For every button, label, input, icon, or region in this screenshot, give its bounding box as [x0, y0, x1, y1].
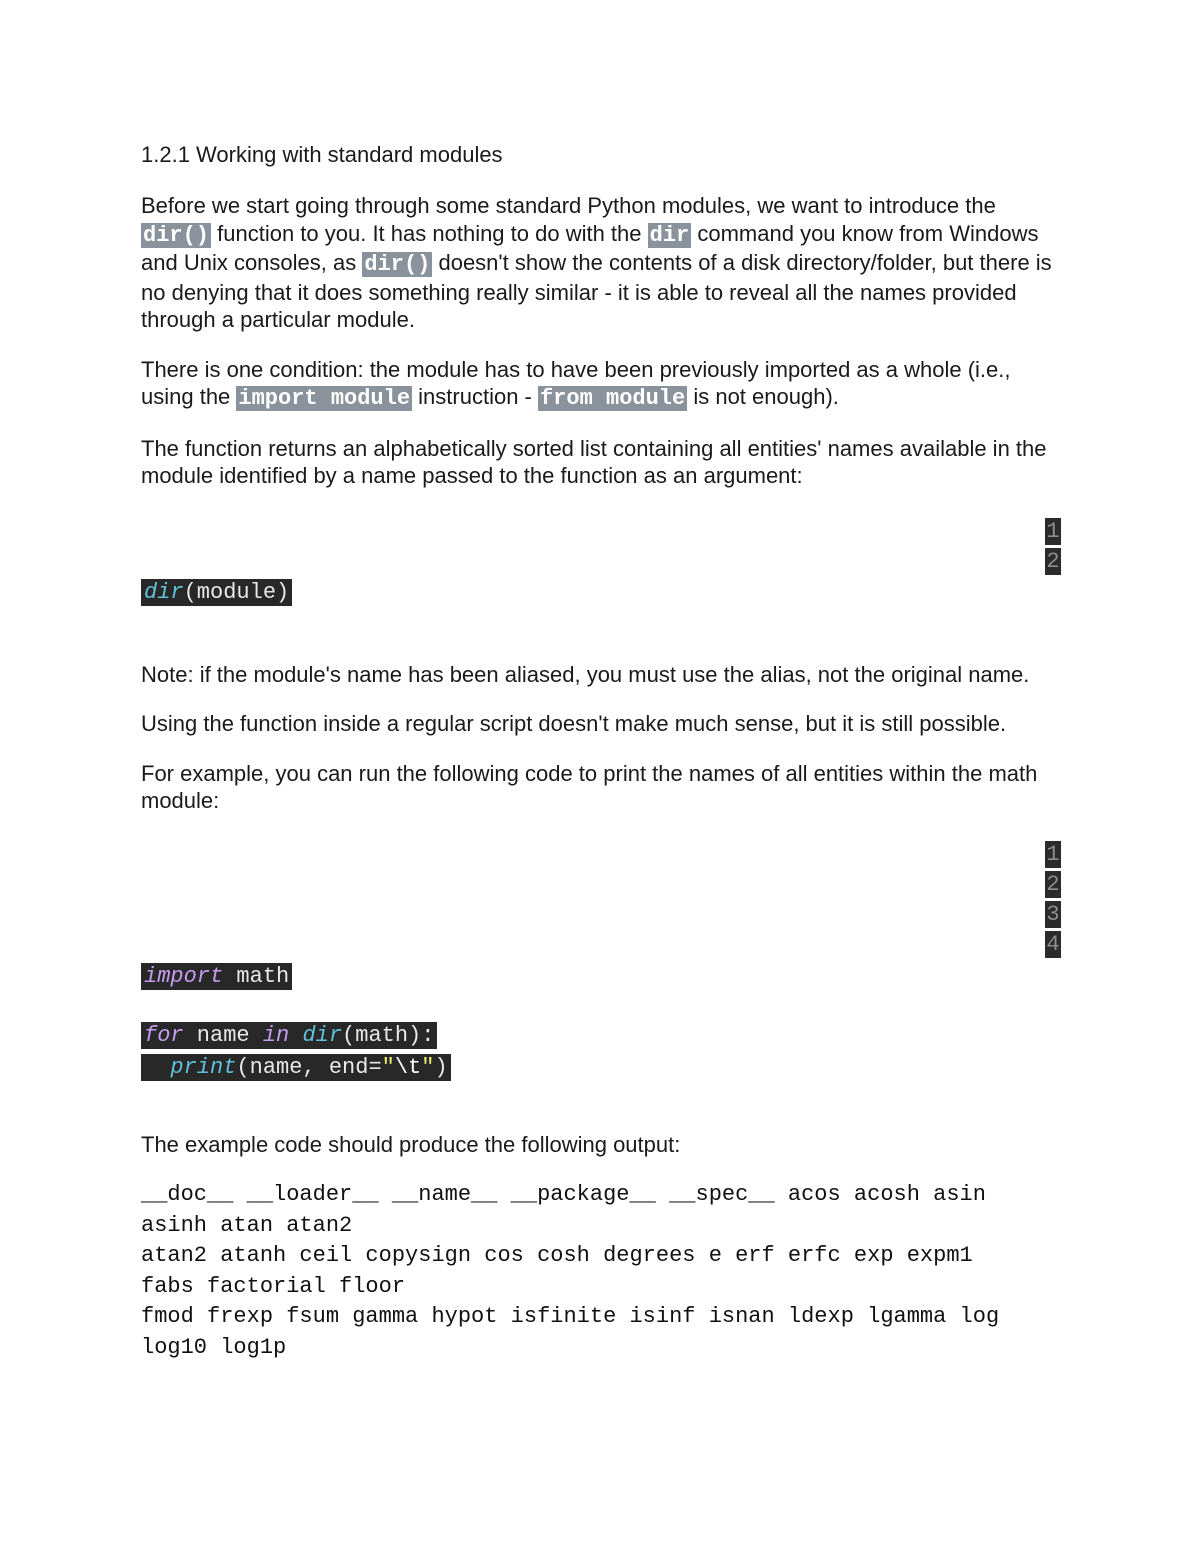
line-number: 2 [1046, 871, 1060, 897]
code-indent [144, 1055, 170, 1080]
output-line: fabs factorial floor [141, 1273, 406, 1299]
inline-code-dir-function: dir() [143, 222, 210, 248]
document-page [141, 140, 1061, 1363]
paragraph-intro [141, 192, 1061, 334]
paragraph-returns: The function returns an alphabetically sorted list containing all entities' names available in the module identified by a name passed to the function as an argument: [141, 435, 1047, 488]
code-function: print [170, 1054, 237, 1080]
paragraph-condition [141, 356, 1061, 413]
code-function: dir [302, 1022, 343, 1048]
code-string: " [381, 1054, 395, 1080]
code-text: (name, end= [236, 1054, 382, 1080]
output-line: log10 log1p [141, 1334, 287, 1360]
code-keyword: import [144, 963, 224, 989]
code-keyword: for [144, 1022, 184, 1048]
text: function to you. It has nothing to do with the [211, 220, 648, 246]
code-line [141, 579, 292, 606]
output-line: atan2 atanh ceil copysign cos cosh degrees e erf erfc exp expm1 [141, 1243, 973, 1268]
code-snippet-1 [141, 518, 1061, 621]
line-number: 1 [1046, 841, 1060, 867]
text: instruction - [412, 384, 538, 409]
text: is not enough). [687, 384, 839, 409]
text: command you know from Windows and Unix consoles, as [141, 220, 1039, 275]
inline-code-import-module: import module [238, 386, 411, 411]
code-text: math [223, 963, 290, 989]
code-snippet-2 [141, 841, 1061, 1109]
code-text [289, 1023, 302, 1048]
code-keyword: in [262, 1022, 290, 1048]
paragraph-usage: Using the function inside a regular script doesn't make much sense, but it is still possible. [141, 711, 1007, 736]
inline-code-dir-command: dir [649, 222, 690, 248]
line-number: 3 [1046, 901, 1060, 927]
code-escape: \t [394, 1054, 422, 1080]
line-number: 4 [1046, 931, 1060, 957]
output-line: __doc__ __loader__ __name__ __package__ __spec__ acos acosh asin [141, 1182, 986, 1207]
paragraph-example: For example, you can run the following code to print the names of all entities within the math module: [141, 760, 1038, 813]
text: There is one condition: the module has to have been previously imported as a whole (i.e., using the [141, 356, 1011, 409]
section-heading: 1.2.1 Working with standard modules [141, 142, 503, 167]
paragraph-output-intro: The example code should produce the following output: [141, 1131, 681, 1157]
code-text: (module) [183, 579, 290, 605]
code-line [141, 1054, 451, 1081]
code-line [141, 963, 292, 990]
program-output [141, 1180, 1061, 1363]
line-numbers [1045, 518, 1061, 575]
line-number: 2 [1046, 548, 1060, 574]
output-line: fmod frexp fsum gamma hypot isfinite isinf isnan ldexp lgamma log [141, 1304, 1000, 1329]
line-numbers [1045, 841, 1061, 958]
paragraph-note: Note: if the module's name has been aliased, you must use the alias, not the original name. [141, 661, 1030, 687]
inline-code-dir-function: dir() [364, 252, 431, 277]
code-text: (math): [342, 1022, 435, 1048]
line-number: 1 [1046, 518, 1060, 544]
output-line: asinh atan atan2 [141, 1212, 353, 1238]
code-text: name [183, 1022, 263, 1048]
code-string: " [421, 1054, 435, 1080]
text: doesn't show the contents of a disk directory/folder, but there is no denying that it does something really similar - it is able to reveal all the names provided through a particular module. [141, 250, 1052, 332]
inline-code-from-module: from module [539, 386, 686, 411]
code-line [141, 1022, 437, 1049]
text: Before we start going through some standard Python modules, we want to introduce the [141, 193, 996, 218]
code-function: dir [144, 579, 184, 605]
code-text: ) [434, 1054, 448, 1080]
